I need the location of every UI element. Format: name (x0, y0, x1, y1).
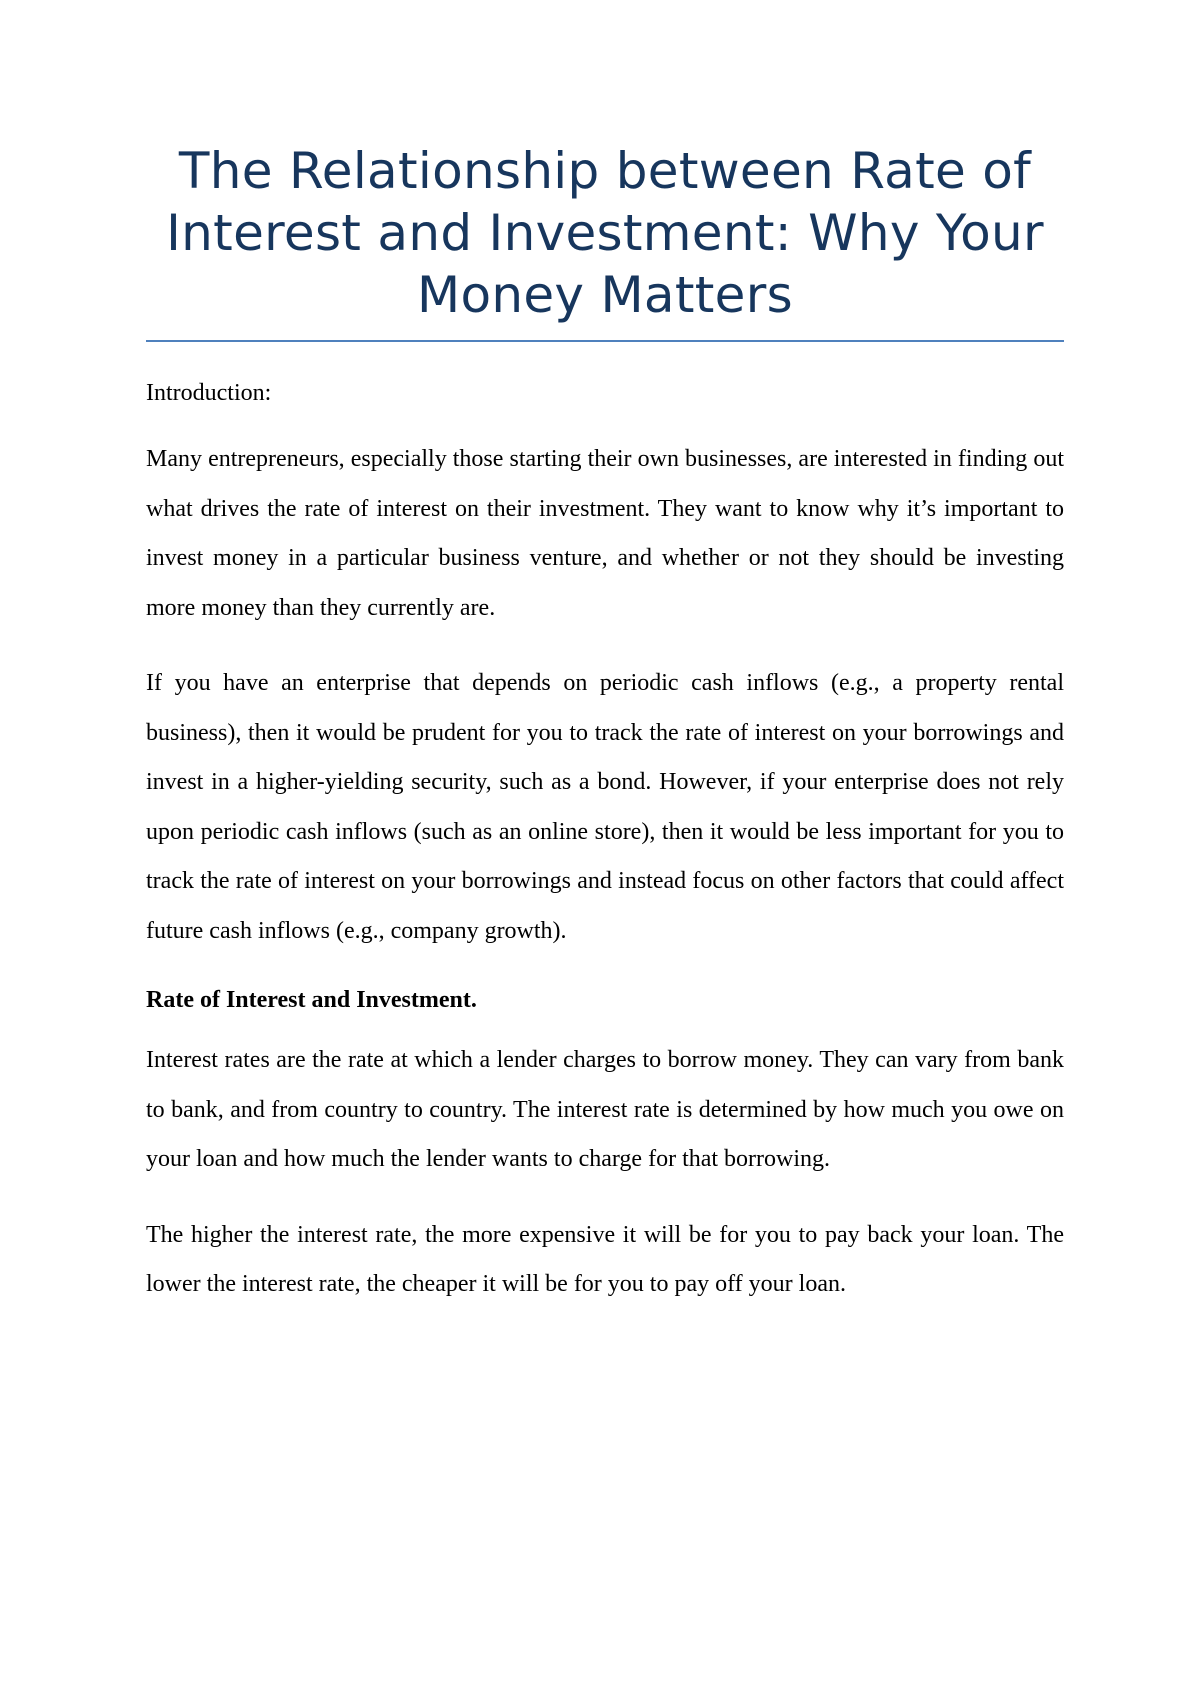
intro-paragraph: Many entrepreneurs, especially those starting their own businesses, are interested in finding out what drives the rate of interest on their investment. They want to know why it’s important to invest money in a particular business venture, and whether or not they should be investing more money than they currently are. (146, 446, 1064, 621)
section-paragraph: Interest rates are the rate at which a lender charges to borrow money. They can vary from bank to bank, and from country to country. The interest rate is determined by how much you owe on your loan and how much the lender wants to charge for that borrowing. (146, 1047, 1064, 1172)
intro-paragraph: If you have an enterprise that depends on periodic cash inflows (e.g., a property rental business), then it would be prudent for you to track the rate of interest on your borrowings and invest in a higher-yielding security, such as a bond. However, if your enterprise does not rely upon periodic cash inflows (such as an online store), then it would be less important for you to track the rate of interest on your borrowings and instead focus on other factors that could affect future cash inflows (e.g., company growth). (146, 670, 1064, 944)
title-divider (146, 340, 1064, 342)
section-heading: Rate of Interest and Investment. (146, 987, 477, 1013)
document-title: The Relationship between Rate of Interest and Investment: Why Your Money Matters (166, 142, 1044, 324)
section-paragraph: The higher the interest rate, the more expensive it will be for you to pay back your loan. The lower the interest rate, the cheaper it will be for you to pay off your loan. (146, 1221, 1064, 1297)
document-page (146, 140, 1064, 1310)
introduction-label: Introduction: (146, 380, 272, 406)
